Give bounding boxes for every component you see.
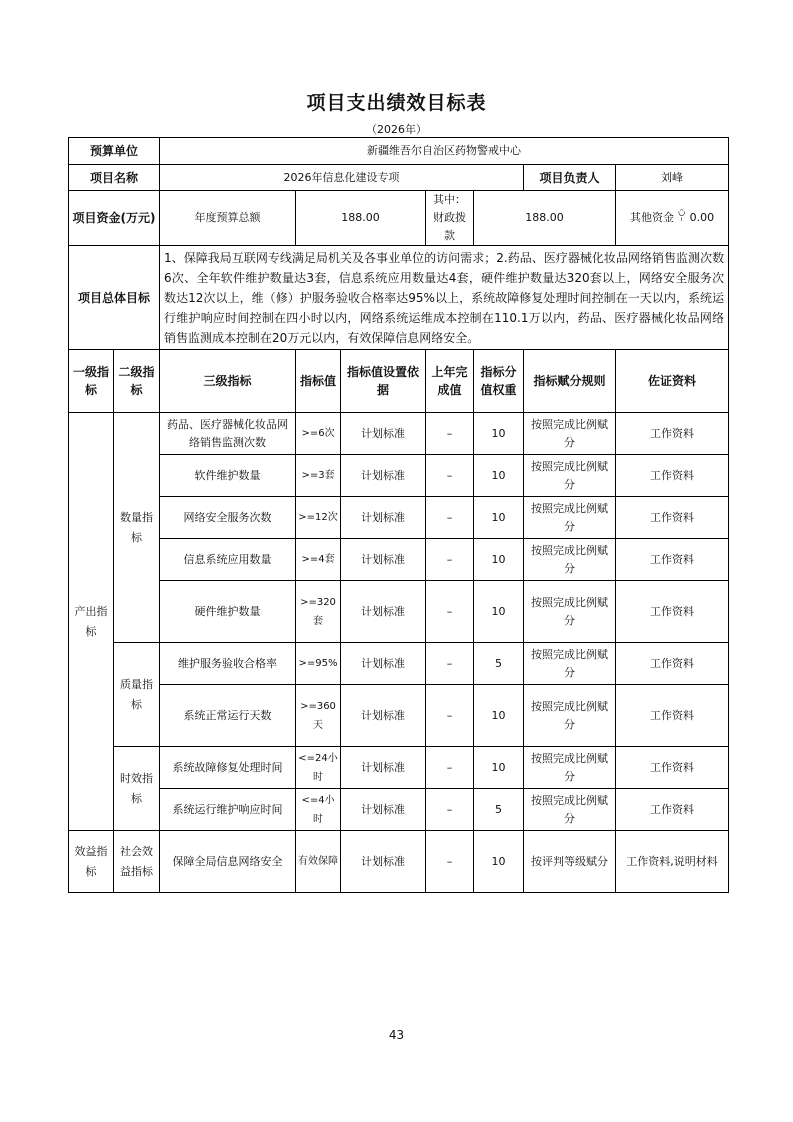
row-basis: 计划标准 (341, 455, 426, 497)
row-last: – (426, 747, 474, 789)
row-name: 系统故障修复处理时间 (160, 747, 296, 789)
row-last: – (426, 789, 474, 831)
row-last: – (426, 539, 474, 581)
row-basis: 计划标准 (341, 685, 426, 747)
budget-unit-value: 新疆维吾尔自治区药物警戒中心 (160, 138, 729, 165)
row-last: – (426, 497, 474, 539)
row-value: >=95% (296, 643, 341, 685)
row-evidence: 工作资料,说明材料 (616, 831, 729, 893)
row-name: 系统运行维护响应时间 (160, 789, 296, 831)
header-basis: 指标值设置依据 (341, 350, 426, 413)
year-label: （2026年） (366, 123, 427, 136)
row-value: <=4小时 (296, 789, 341, 831)
table-row (69, 643, 729, 685)
header-last-year: 上年完成值 (426, 350, 474, 413)
row-rule: 按照完成比例赋分 (524, 789, 616, 831)
annual-budget-value: 188.00 (296, 191, 426, 246)
group-quality: 质量指标 (114, 643, 160, 747)
project-name-value: 2026年信息化建设专项 (160, 165, 524, 191)
row-value: >=6次 (296, 413, 341, 455)
row-basis: 计划标准 (341, 413, 426, 455)
row-basis: 计划标准 (341, 643, 426, 685)
header-evidence: 佐证资料 (616, 350, 729, 413)
other-funds-value: 0.00 (689, 211, 715, 224)
row-value: >=320套 (296, 581, 341, 643)
row-rule: 按照完成比例赋分 (524, 685, 616, 747)
row-name: 系统正常运行天数 (160, 685, 296, 747)
row-name: 药品、医疗器械化妆品网络销售监测次数 (160, 413, 296, 455)
row-rule: 按照完成比例赋分 (524, 643, 616, 685)
row-name: 保障全局信息网络安全 (160, 831, 296, 893)
group-output: 产出指标 (69, 413, 114, 831)
row-weight: 10 (474, 455, 524, 497)
row-basis: 计划标准 (341, 789, 426, 831)
row-rule: 按照完成比例赋分 (524, 747, 616, 789)
row-basis: 计划标准 (341, 539, 426, 581)
project-name-row (69, 165, 729, 191)
budget-unit-label: 预算单位 (69, 138, 160, 165)
group-timeliness: 时效指标 (114, 747, 160, 831)
fiscal-value: 188.00 (474, 191, 616, 246)
row-last: – (426, 581, 474, 643)
performance-table (68, 137, 729, 893)
table-row (69, 539, 729, 581)
table-row (69, 413, 729, 455)
row-last: – (426, 685, 474, 747)
funds-row (69, 191, 729, 246)
table-row (69, 581, 729, 643)
table-row (69, 685, 729, 747)
row-weight: 10 (474, 747, 524, 789)
row-weight: 5 (474, 789, 524, 831)
row-value: 有效保障 (296, 831, 341, 893)
row-rule: 按照完成比例赋分 (524, 539, 616, 581)
table-row (69, 455, 729, 497)
table-row (69, 831, 729, 893)
row-value: >=4套 (296, 539, 341, 581)
header-rule: 指标赋分规则 (524, 350, 616, 413)
row-last: – (426, 831, 474, 893)
budget-unit-row (69, 138, 729, 165)
goal-label: 项目总体目标 (69, 246, 160, 350)
row-name: 软件维护数量 (160, 455, 296, 497)
row-name: 维护服务验收合格率 (160, 643, 296, 685)
row-weight: 5 (474, 643, 524, 685)
row-last: – (426, 643, 474, 685)
table-row (69, 497, 729, 539)
row-name: 信息系统应用数量 (160, 539, 296, 581)
row-weight: 10 (474, 581, 524, 643)
row-basis: 计划标准 (341, 831, 426, 893)
table-row (69, 789, 729, 831)
row-evidence: 工作资料 (616, 413, 729, 455)
row-evidence: 工作资料 (616, 497, 729, 539)
group-benefit: 效益指标 (69, 831, 114, 893)
row-value: >=3套 (296, 455, 341, 497)
funds-label: 项目资金(万元) (69, 191, 160, 246)
page-title: 项目支出绩效目标表 (306, 92, 487, 114)
row-name: 硬件维护数量 (160, 581, 296, 643)
header-weight: 指标分值权重 (474, 350, 524, 413)
project-leader-value: 刘峰 (616, 165, 729, 191)
row-weight: 10 (474, 413, 524, 455)
annual-budget-label: 年度预算总额 (160, 191, 296, 246)
row-evidence: 工作资料 (616, 539, 729, 581)
row-last: – (426, 455, 474, 497)
row-rule: 按照完成比例赋分 (524, 581, 616, 643)
header-level2: 二级指标 (114, 350, 160, 413)
project-name-label: 项目名称 (69, 165, 160, 191)
header-level1: 一级指标 (69, 350, 114, 413)
row-evidence: 工作资料 (616, 789, 729, 831)
other-funds-value-cell: 其他资金 ꌨ 0.00 (616, 191, 729, 246)
row-weight: 10 (474, 685, 524, 747)
header-row (69, 350, 729, 413)
row-weight: 10 (474, 497, 524, 539)
group-social: 社会效益指标 (114, 831, 160, 893)
header-value: 指标值 (296, 350, 341, 413)
row-last: – (426, 413, 474, 455)
row-evidence: 工作资料 (616, 747, 729, 789)
group-quantity: 数量指标 (114, 413, 160, 643)
row-value: <=24小时 (296, 747, 341, 789)
goal-row (69, 246, 729, 350)
row-evidence: 工作资料 (616, 643, 729, 685)
other-funds-label: 其他资金 (630, 211, 674, 224)
fiscal-label: 其中：财政拨款 (426, 191, 474, 246)
row-rule: 按照完成比例赋分 (524, 497, 616, 539)
row-name: 网络安全服务次数 (160, 497, 296, 539)
goal-text: 1、保障我局互联网专线满足局机关及各事业单位的访问需求；2.药品、医疗器械化妆品网络销售监测次数6次、全年软件维护数量达3套，信息系统应用数量达4套，硬件维护数量达320套以上，网络安全服务次数达12次以上，维（修）护服务验收合格率达95%以上，系统故障修复处理时间控制在一天以内，系统运行维护响应时间控制在四小时以内，网络系统运维成本控制在110.1万以内，药品、医疗器械化妆品网络销售监测成本控制在20万元以内，有效保障信息网络安全。 (160, 246, 729, 350)
row-value: >=360天 (296, 685, 341, 747)
row-evidence: 工作资料 (616, 581, 729, 643)
row-basis: 计划标准 (341, 497, 426, 539)
page-number: 43 (388, 1028, 405, 1042)
row-evidence: 工作资料 (616, 685, 729, 747)
row-rule: 按照完成比例赋分 (524, 413, 616, 455)
row-basis: 计划标准 (341, 747, 426, 789)
row-weight: 10 (474, 539, 524, 581)
row-value: >=12次 (296, 497, 341, 539)
table-row (69, 747, 729, 789)
row-basis: 计划标准 (341, 581, 426, 643)
row-weight: 10 (474, 831, 524, 893)
project-leader-label: 项目负责人 (524, 165, 616, 191)
header-level3: 三级指标 (160, 350, 296, 413)
row-evidence: 工作资料 (616, 455, 729, 497)
row-rule: 按评判等级赋分 (524, 831, 616, 893)
row-rule: 按照完成比例赋分 (524, 455, 616, 497)
